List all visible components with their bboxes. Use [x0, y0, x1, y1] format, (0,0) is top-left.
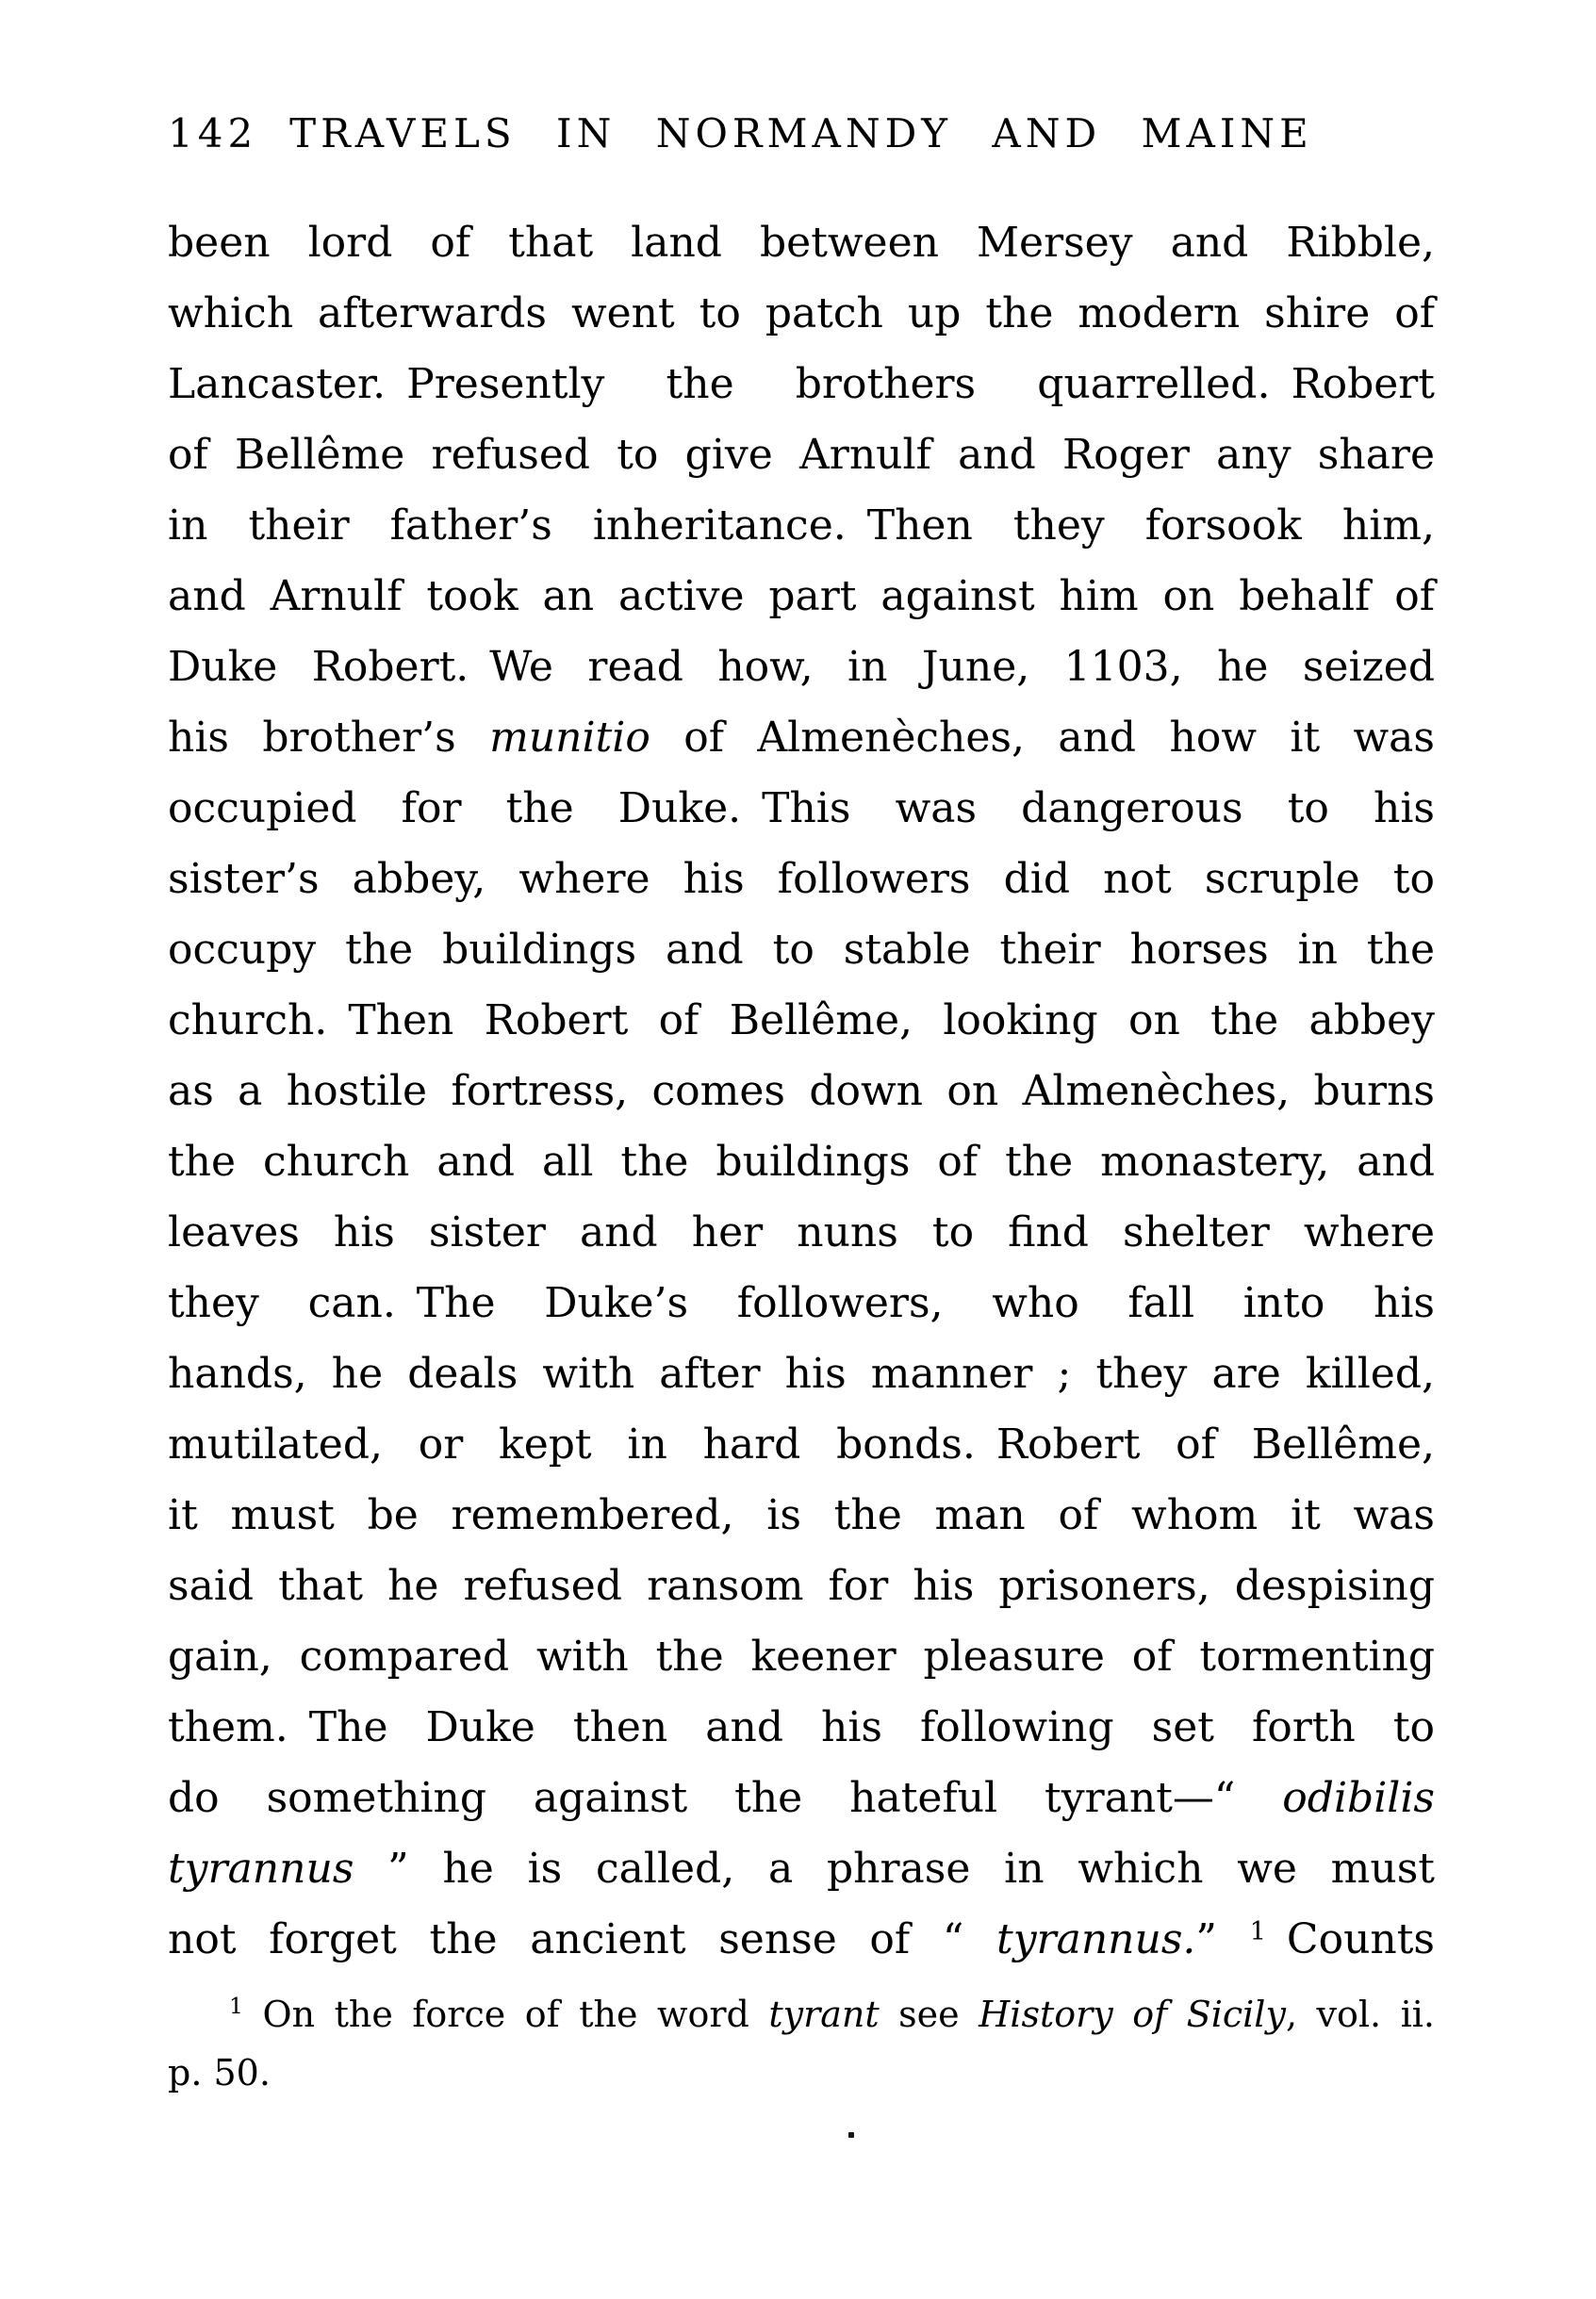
text-line	[168, 1904, 1435, 1975]
body-text	[168, 207, 1435, 1975]
text-segment: Duke Robert. We read how, in June, 1103, he seized	[168, 643, 1435, 691]
text-line	[168, 1985, 1435, 2044]
text-segment: ”	[1195, 1915, 1250, 1963]
text-segment: occupy the buildings and to stable their horses in the	[168, 926, 1435, 974]
text-line	[168, 419, 1435, 490]
text-segment: , vol. ii.	[1285, 1994, 1435, 2035]
text-line	[168, 1056, 1435, 1126]
text-line	[168, 1480, 1435, 1551]
text-segment: them. The Duke then and his following set forth to	[168, 1703, 1435, 1751]
text-segment: and Arnulf took an active part against him on behalf of	[168, 572, 1435, 620]
text-line	[168, 1126, 1435, 1197]
text-line	[168, 1621, 1435, 1692]
text-line	[168, 490, 1435, 561]
text-line	[168, 914, 1435, 985]
ink-speck	[848, 2132, 854, 2138]
text-line	[168, 1409, 1435, 1480]
text-line	[168, 1692, 1435, 1763]
text-line	[168, 207, 1435, 278]
running-title: TRAVELS IN NORMANDY AND MAINE	[289, 110, 1313, 156]
text-line	[168, 985, 1435, 1056]
italic-text-segment: tyrant	[768, 1994, 880, 2035]
text-line	[168, 349, 1435, 419]
text-segment: On the force of the word	[242, 1994, 769, 2035]
italic-text-segment: History of Sicily	[979, 1994, 1286, 2035]
text-segment: ” he is called, a phrase in which we must	[354, 1845, 1435, 1893]
text-segment: of Almenèches, and how it was	[650, 714, 1435, 762]
text-line	[168, 632, 1435, 702]
text-segment: as a hostile fortress, comes down on Almenèches, burns	[168, 1067, 1435, 1115]
text-segment: of Bellême refused to give Arnulf and Roger any share	[168, 431, 1435, 479]
italic-text-segment: tyrannus.	[996, 1915, 1196, 1963]
text-line	[168, 1338, 1435, 1409]
footnote-marker: 1	[229, 1993, 243, 2019]
text-line	[168, 278, 1435, 349]
text-segment: occupied for the Duke. This was dangerous to his	[168, 784, 1435, 832]
text-segment: leaves his sister and her nuns to find shelter where	[168, 1208, 1435, 1256]
text-line	[168, 702, 1435, 773]
text-line	[168, 561, 1435, 632]
text-segment: Lancaster. Presently the brothers quarrelled. Robert	[168, 360, 1435, 408]
italic-text-segment: odibilis	[1282, 1774, 1435, 1822]
text-segment: hands, he deals with after his manner ; they are killed,	[168, 1350, 1435, 1398]
text-line	[168, 1763, 1435, 1833]
text-segment: they can. The Duke’s followers, who fall into his	[168, 1279, 1435, 1327]
text-segment: do something against the hateful tyrant—“	[168, 1774, 1283, 1822]
italic-text-segment: tyrannus	[168, 1845, 354, 1893]
text-segment: which afterwards went to patch up the modern shire of	[168, 289, 1435, 337]
text-line	[168, 1268, 1435, 1338]
text-line	[168, 1551, 1435, 1621]
footnote-marker: 1	[1249, 1917, 1266, 1946]
footnote	[168, 1985, 1435, 2102]
text-segment: sister’s abbey, where his followers did not scruple to	[168, 855, 1435, 903]
italic-text-segment: munitio	[489, 714, 650, 762]
text-line	[168, 844, 1435, 914]
text-segment: said that he refused ransom for his prisoners, despising	[168, 1562, 1435, 1610]
text-line	[168, 773, 1435, 844]
text-segment: church. Then Robert of Bellême, looking on the abbey	[168, 996, 1435, 1044]
text-segment: been lord of that land between Mersey and Ribble,	[168, 219, 1435, 267]
text-segment: Counts	[1265, 1915, 1436, 1963]
text-segment: it must be remembered, is the man of whom it was	[168, 1491, 1435, 1539]
text-segment: gain, compared with the keener pleasure of tormenting	[168, 1633, 1435, 1681]
text-segment: see	[879, 1994, 979, 2035]
text-segment: in their father’s inheritance. Then they forsook him,	[168, 501, 1435, 550]
page-number: 142	[168, 110, 258, 156]
text-segment: the church and all the buildings of the monastery, and	[168, 1138, 1435, 1186]
running-head	[168, 107, 1435, 160]
text-line	[168, 1197, 1435, 1268]
text-line	[168, 2044, 1435, 2102]
text-segment: mutilated, or kept in hard bonds. Robert of Bellême,	[168, 1420, 1435, 1469]
text-segment: his brother’s	[168, 714, 490, 762]
text-segment: not forget the ancient sense of “	[168, 1915, 997, 1963]
text-segment: p. 50.	[168, 2052, 271, 2094]
text-line	[168, 1833, 1435, 1904]
